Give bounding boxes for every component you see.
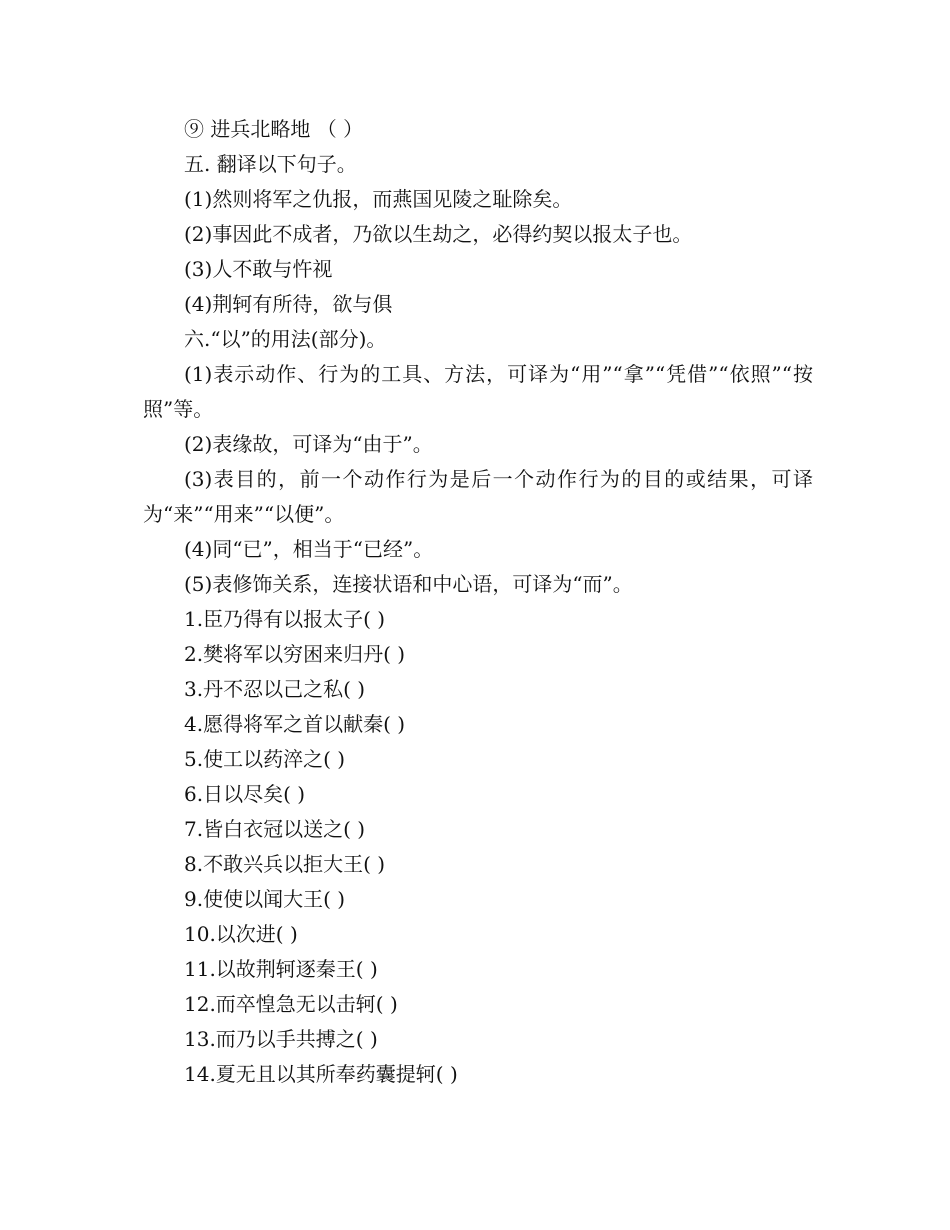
exercise-item: 13.而乃以手共搏之( ) <box>184 1027 378 1051</box>
exercise-item: 5.使工以药淬之( ) <box>184 747 346 771</box>
question-9: ⑨ 进兵北略地 （ ） <box>184 117 364 141</box>
usage-1: (1)表示动作、行为的工具、方法，可译为“用”“拿”“凭借”“依照”“按照”等。 <box>143 362 813 421</box>
exercise-item: 10.以次进( ) <box>184 922 298 946</box>
exercise-item: 8.不敢兴兵以拒大王( ) <box>184 852 386 876</box>
usage-3: (3)表目的，前一个动作行为是后一个动作行为的目的或结果，可译为“来”“用来”“以便”。 <box>143 467 813 526</box>
exercise-item: 1.臣乃得有以报太子( ) <box>184 607 386 631</box>
document-body <box>143 112 813 1092</box>
translate-sentence-2: (2)事因此不成者，乃欲以生劫之，必得约契以报太子也。 <box>184 222 693 246</box>
exercise-item: 12.而卒惶急无以击轲( ) <box>184 992 398 1016</box>
usage-2: (2)表缘故，可译为“由于”。 <box>184 432 433 456</box>
exercise-item: 4.愿得将军之首以献秦( ) <box>184 712 406 736</box>
translate-sentence-3: (3)人不敢与忤视 <box>184 257 333 281</box>
exercise-item: 14.夏无且以其所奉药囊提轲( ) <box>184 1062 458 1086</box>
exercise-item: 11.以故荆轲逐秦王( ) <box>184 957 378 981</box>
exercise-item: 7.皆白衣冠以送之( ) <box>184 817 366 841</box>
translate-sentence-4: (4)荆轲有所待，欲与俱 <box>184 292 393 316</box>
usage-4: (4)同“已”，相当于“已经”。 <box>184 537 434 561</box>
exercise-item: 9.使使以闻大王( ) <box>184 887 346 911</box>
section-5-heading: 五. 翻译以下句子。 <box>184 152 357 176</box>
exercise-item: 6.日以尽矣( ) <box>184 782 306 806</box>
exercise-item: 2.樊将军以穷困来归丹( ) <box>184 642 406 666</box>
exercise-item: 3.丹不忍以己之私( ) <box>184 677 366 701</box>
section-6-heading: 六.“以”的用法(部分)。 <box>184 327 387 351</box>
usage-5: (5)表修饰关系，连接状语和中心语，可译为“而”。 <box>184 572 633 596</box>
translate-sentence-1: (1)然则将军之仇报，而燕国见陵之耻除矣。 <box>184 187 573 211</box>
